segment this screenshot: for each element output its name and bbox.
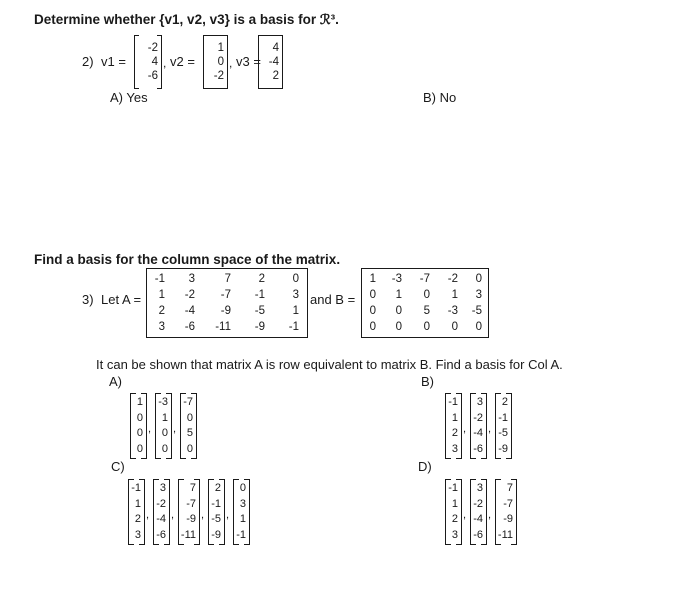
matrix-b-entry: 1: [451, 289, 458, 301]
matrix-a-entry: 0: [292, 273, 299, 285]
choice-a-entry: -7: [183, 396, 193, 408]
matrix-a-entry: 2: [258, 273, 265, 285]
problem-3-number: 3): [82, 292, 94, 307]
vector-separator: ,: [463, 423, 467, 435]
choice-c-entry: 3: [134, 528, 141, 541]
choice-d-label: D): [418, 459, 432, 474]
choice-c-entry: 3: [239, 497, 246, 510]
v1-entry: -6: [147, 70, 158, 82]
problem-2-heading: Determine whether {v1, v2, v3} is a basis for ℛ³.: [34, 12, 339, 27]
choice-c-entry: 3: [159, 482, 166, 494]
vector-separator: ,: [488, 423, 492, 435]
choice-d-entry: -9: [503, 513, 513, 525]
vector-separator: ,: [226, 509, 230, 521]
choice-a-entry: 0: [186, 442, 193, 455]
choice-c-entry: -9: [186, 513, 196, 525]
matrix-a-entry: 1: [292, 305, 299, 317]
choice-d-entry: -2: [473, 497, 483, 510]
choice-d-entry: -7: [503, 497, 513, 510]
matrix-b-entry: -7: [419, 273, 430, 285]
choice-b-label: B): [421, 374, 434, 389]
matrix-b-entry: -5: [471, 305, 482, 317]
matrix-b-entry: 5: [423, 305, 430, 317]
matrix-a-label: Let A =: [101, 292, 142, 307]
matrix-b-entry: -3: [391, 273, 402, 285]
matrix-b-entry: 3: [475, 289, 482, 301]
choice-b-entry: -4: [473, 427, 483, 439]
v3-entry: 4: [272, 42, 279, 54]
matrix-b-entry: -3: [447, 305, 458, 317]
vector-separator: ,: [148, 423, 152, 435]
matrix-a-entry: -5: [254, 305, 265, 317]
choice-c-entry: -1: [211, 497, 221, 510]
problem-2-option-a: A) Yes: [110, 90, 148, 105]
choice-d-vector: [445, 479, 462, 545]
choice-a-entry: 0: [136, 442, 143, 455]
choice-a-entry: 0: [136, 427, 143, 439]
matrix-b-entry: 0: [423, 321, 430, 333]
vector-separator: ,: [201, 509, 205, 521]
vector-separator: ,: [146, 509, 150, 521]
vector-separator: ,: [173, 423, 177, 435]
matrix-b-entry: 0: [369, 305, 376, 317]
choice-c-vector: [233, 479, 250, 545]
v3-vector: [258, 35, 283, 89]
matrix-b-entry: 0: [395, 321, 402, 333]
choice-c-entry: 1: [134, 497, 141, 510]
matrix-b-entry: 0: [369, 321, 376, 333]
matrix-a-entry: -1: [254, 289, 265, 301]
choice-d-entry: -4: [473, 513, 483, 525]
matrix-a-entry: -9: [220, 305, 231, 317]
choice-b-vector: [470, 393, 487, 459]
choice-c-entry: -2: [156, 497, 166, 510]
choice-c-entry: 0: [239, 482, 246, 494]
choice-c-entry: -1: [236, 528, 246, 541]
choice-c-entry: 7: [189, 482, 196, 494]
matrix-a-entry: -4: [184, 305, 195, 317]
matrix-a-entry: -6: [184, 321, 195, 333]
choice-b-vector: [445, 393, 462, 459]
v3-entry: 2: [272, 70, 279, 82]
choice-b-entry: 1: [451, 411, 458, 424]
matrix-a-entry: -1: [154, 273, 165, 285]
matrix-b-entry: 0: [475, 321, 482, 333]
matrix-a-entry: 2: [158, 305, 165, 317]
choice-d-entry: -6: [473, 528, 483, 541]
choice-b-entry: -1: [498, 411, 508, 424]
choice-c-vector: [208, 479, 225, 545]
vector-separator: ,: [463, 509, 467, 521]
choice-a-entry: 0: [161, 427, 168, 439]
matrix-a-entry: 7: [224, 273, 231, 285]
choice-a-entry: 5: [186, 427, 193, 439]
choice-c-entry: -11: [180, 528, 196, 541]
v2-vector: [203, 35, 228, 89]
choice-b-entry: 3: [476, 396, 483, 408]
matrix-a: [146, 268, 308, 338]
matrix-a-entry: -1: [288, 321, 299, 333]
choice-c-label: C): [111, 459, 125, 474]
matrix-a-entry: 3: [188, 273, 195, 285]
choice-c-vector: [128, 479, 145, 545]
choice-b-entry: -1: [448, 396, 458, 408]
problem-2-option-b: B) No: [423, 90, 457, 105]
matrix-a-entry: 1: [158, 289, 165, 301]
choice-b-entry: 2: [451, 427, 458, 439]
choice-d-entry: 7: [506, 482, 513, 494]
choice-c-entry: -7: [186, 497, 196, 510]
choice-c-entry: -1: [131, 482, 141, 494]
choice-c-entry: -5: [211, 513, 221, 525]
choice-c-entry: -9: [211, 528, 221, 541]
matrix-a-entry: -11: [215, 321, 231, 333]
choice-a-vector: [180, 393, 197, 459]
matrix-b-entry: 1: [369, 273, 376, 285]
matrix-b-entry: 0: [451, 321, 458, 333]
choice-d-entry: 3: [476, 482, 483, 494]
choice-b-entry: -5: [498, 427, 508, 439]
choice-a-vector: [155, 393, 172, 459]
choice-b-entry: -6: [473, 442, 483, 455]
matrix-b: [361, 268, 489, 338]
v3-label: v3 =: [236, 54, 261, 69]
choice-c-entry: 2: [134, 513, 141, 525]
choice-a-entry: 0: [136, 411, 143, 424]
problem-3-heading: Find a basis for the column space of the matrix.: [34, 252, 341, 267]
matrix-a-entry: -2: [184, 289, 195, 301]
choice-c-entry: 1: [239, 513, 246, 525]
matrix-a-entry: 3: [158, 321, 165, 333]
choice-c-entry: -4: [156, 513, 166, 525]
choice-c-entry: 2: [214, 482, 221, 494]
matrix-b-entry: 0: [395, 305, 402, 317]
choice-a-entry: 1: [161, 411, 168, 424]
choice-d-entry: -11: [497, 528, 513, 541]
v2-entry: -2: [213, 70, 224, 82]
choice-a-entry: 0: [186, 411, 193, 424]
choice-d-vector: [495, 479, 517, 545]
v2-entry: 0: [217, 56, 224, 68]
vector-separator: ,: [171, 509, 175, 521]
v1-entry: 4: [151, 56, 158, 68]
choice-a-vector: [130, 393, 147, 459]
choice-b-entry: -9: [498, 442, 508, 455]
choice-d-entry: 1: [451, 497, 458, 510]
problem-3-statement: It can be shown that matrix A is row equivalent to matrix B. Find a basis for Col A.: [96, 357, 563, 372]
choice-c-entry: -6: [156, 528, 166, 541]
choice-b-vector: [495, 393, 512, 459]
choice-b-entry: 2: [501, 396, 508, 408]
choice-c-vector: [178, 479, 200, 545]
choice-d-entry: 2: [451, 513, 458, 525]
choice-d-vector: [470, 479, 487, 545]
matrix-a-entry: -9: [254, 321, 265, 333]
vector-separator: ,: [488, 509, 492, 521]
v1-entry: -2: [147, 42, 158, 54]
v2-entry: 1: [217, 42, 224, 54]
matrix-b-label: and B =: [310, 292, 356, 307]
choice-c-vector: [153, 479, 170, 545]
matrix-b-entry: -2: [447, 273, 458, 285]
matrix-b-entry: 0: [475, 273, 482, 285]
matrix-b-entry: 1: [395, 289, 402, 301]
choice-a-entry: -3: [158, 396, 168, 408]
problem-2-number: 2): [82, 54, 94, 69]
choice-d-entry: 3: [451, 528, 458, 541]
choice-b-entry: -2: [473, 411, 483, 424]
matrix-a-entry: 3: [292, 289, 299, 301]
choice-a-entry: 0: [161, 442, 168, 455]
matrix-b-entry: 0: [423, 289, 430, 301]
matrix-b-entry: 0: [369, 289, 376, 301]
matrix-a-entry: -7: [220, 289, 231, 301]
v3-entry: -4: [268, 56, 279, 68]
v2-label: v2 =: [170, 54, 195, 69]
v1-label: v1 =: [101, 54, 126, 69]
choice-b-entry: 3: [451, 442, 458, 455]
choice-a-entry: 1: [136, 396, 143, 408]
choice-a-label: A): [109, 374, 122, 389]
choice-d-entry: -1: [448, 482, 458, 494]
